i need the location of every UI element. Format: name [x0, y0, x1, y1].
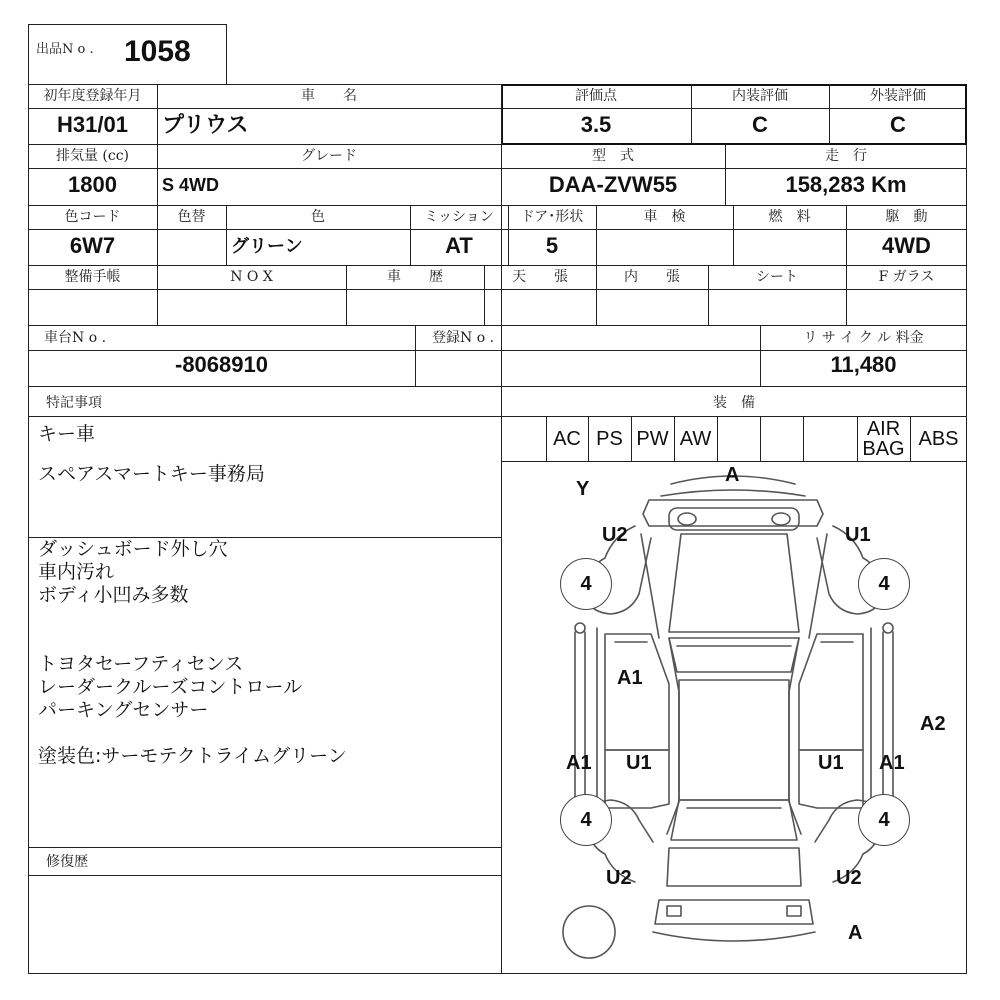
- mark-left-front-door: A1: [617, 667, 643, 689]
- mark-right-side: A2: [920, 713, 946, 735]
- right-front-door: [799, 634, 863, 750]
- recycle-fee-label: リ サ イ ク ル 料金: [803, 330, 924, 346]
- remarks-line: 車内汚れ: [38, 561, 115, 583]
- drive-value: 4WD: [882, 233, 931, 258]
- car-name-label: 車 名: [301, 88, 357, 104]
- mark-windshield-y: Y: [576, 478, 590, 500]
- spare-tire: [563, 906, 615, 958]
- left-mirror-line: [641, 534, 659, 638]
- rule-r3-end: [28, 265, 967, 266]
- rear-plate: [787, 906, 801, 916]
- rule-r4-end: [28, 325, 967, 326]
- mileage-value: 158,283 Km: [785, 172, 907, 197]
- interior-value: C: [752, 112, 768, 137]
- interior-label: 内装評価: [732, 88, 788, 104]
- rule-r4-sub: [28, 289, 967, 290]
- front-emblem: [772, 513, 790, 525]
- roof: [679, 680, 789, 800]
- mark-right-rear-door: U1: [818, 752, 844, 774]
- rear-glass: [671, 800, 797, 840]
- rear-plate: [667, 906, 681, 916]
- tire-rear-left: 4: [560, 794, 612, 846]
- right-mirror-line: [809, 534, 827, 638]
- seat-label: シート: [756, 269, 798, 285]
- equipment-item: [760, 416, 803, 461]
- displacement-value: 1800: [68, 172, 117, 197]
- rule-repair-sub: [28, 875, 501, 876]
- remarks-line: パーキングセンサー: [38, 699, 209, 721]
- equipment-item: ABS: [918, 427, 959, 450]
- mark-rear-left-quarter: U2: [606, 867, 632, 889]
- doors-value: 5: [545, 233, 559, 258]
- remarks-line: 塗装色:サーモテクトライムグリーン: [38, 745, 347, 767]
- mark-left-rear-door: U1: [626, 752, 652, 774]
- first-reg-label: 初年度登録年月: [43, 88, 142, 104]
- interior-lining-label: 内 張: [624, 269, 680, 285]
- chassis-no-value: -8068910: [175, 352, 268, 377]
- color-code-label: 色コード: [64, 209, 121, 225]
- rule-repair-top: [28, 847, 501, 848]
- mark-rear-bumper: A: [848, 922, 863, 944]
- inspection-label: 車 検: [643, 209, 686, 225]
- color-label: 色: [311, 209, 325, 225]
- mark-left-sill: A1: [566, 752, 592, 774]
- mark-front-left-fender: U2: [602, 524, 628, 546]
- equipment-item: AIR BAG: [862, 417, 905, 460]
- remarks-line: ボディ小凹み多数: [38, 584, 189, 606]
- rear-bumper: [653, 932, 815, 941]
- glass-label: F ガラス: [878, 269, 935, 285]
- chassis-no-label: 車台N o .: [44, 330, 107, 346]
- equipment-item: [717, 416, 760, 461]
- lot-number: 1058: [124, 35, 191, 68]
- service-book-label: 整備手帳: [64, 269, 121, 285]
- tire-rear-right: 4: [858, 794, 910, 846]
- remarks-line: ダッシュボード外し穴: [38, 538, 228, 560]
- model-label: 型 式: [592, 148, 634, 164]
- equipment-item: PS: [596, 427, 623, 450]
- nox-label: N O X: [230, 269, 273, 285]
- grade-value: S 4WD: [162, 175, 220, 195]
- left-mirror: [575, 623, 585, 633]
- mark-front-bumper: A: [725, 464, 740, 486]
- remarks-label: 特記事項: [46, 395, 102, 411]
- equipment-label: 装 備: [713, 395, 755, 411]
- right-mirror: [883, 623, 893, 633]
- model-value: DAA-ZVW55: [548, 172, 678, 197]
- mark-right-sill: A1: [879, 752, 905, 774]
- remarks-line: レーダークルーズコントロール: [38, 676, 303, 698]
- mark-front-right-fender: U1: [845, 524, 871, 546]
- remarks-line: トヨタセーフティセンス: [38, 653, 244, 675]
- color-code-value: 6W7: [69, 233, 116, 258]
- lot-number-label: 出品N o .: [36, 42, 94, 57]
- sunroof-label: 天 張: [512, 269, 568, 285]
- equipment-item: AC: [553, 427, 581, 450]
- rule-r2-end: [28, 205, 967, 206]
- exterior-value: C: [890, 112, 906, 137]
- exterior-label: 外装評価: [870, 88, 926, 104]
- rule-r3-sub: [28, 229, 967, 230]
- first-reg-value: H31/01: [57, 112, 128, 137]
- equipment-item: AW: [679, 427, 712, 450]
- trunk: [667, 848, 801, 886]
- repair-history-label: 修復歴: [46, 854, 88, 870]
- reg-no-label: 登録N o .: [432, 330, 495, 346]
- car-name-value: プリウス: [162, 112, 249, 137]
- color-value: グリーン: [231, 236, 303, 256]
- windshield: [669, 638, 799, 672]
- tire-front-left: 4: [560, 558, 612, 610]
- car-body-diagram: [501, 462, 967, 974]
- color-change-label: 色替: [177, 209, 206, 225]
- bonnet: [669, 534, 799, 632]
- score-value: 3.5: [580, 112, 612, 137]
- history-label: 車 歴: [387, 269, 443, 285]
- fuel-label: 燃 料: [768, 209, 811, 225]
- grade-label: グレード: [301, 148, 357, 164]
- equipment-item: [501, 416, 546, 461]
- rule-r5-end: [28, 386, 967, 387]
- front-emblem: [678, 513, 696, 525]
- displacement-label: 排気量 (cc): [55, 148, 130, 164]
- mileage-label: 走 行: [825, 148, 867, 164]
- mark-rear-right-quarter: U2: [836, 867, 862, 889]
- left-front-door: [605, 634, 669, 750]
- recycle-fee-value: 11,480: [830, 352, 897, 377]
- rear-bumper: [655, 900, 813, 924]
- tire-front-right: 4: [858, 558, 910, 610]
- drive-label: 駆 動: [885, 209, 928, 225]
- remarks-line: スペアスマートキー事務局: [38, 463, 265, 485]
- remarks-line: キー車: [38, 423, 96, 445]
- equipment-item: PW: [636, 427, 669, 450]
- transmission-label: ミッション: [424, 209, 494, 225]
- transmission-value: AT: [445, 233, 473, 258]
- equipment-item: [803, 416, 857, 461]
- front-bumper: [661, 490, 805, 496]
- rule-r2-sub: [28, 168, 967, 169]
- doors-label: ドア･形状: [520, 209, 584, 225]
- score-label: 評価点: [575, 88, 617, 104]
